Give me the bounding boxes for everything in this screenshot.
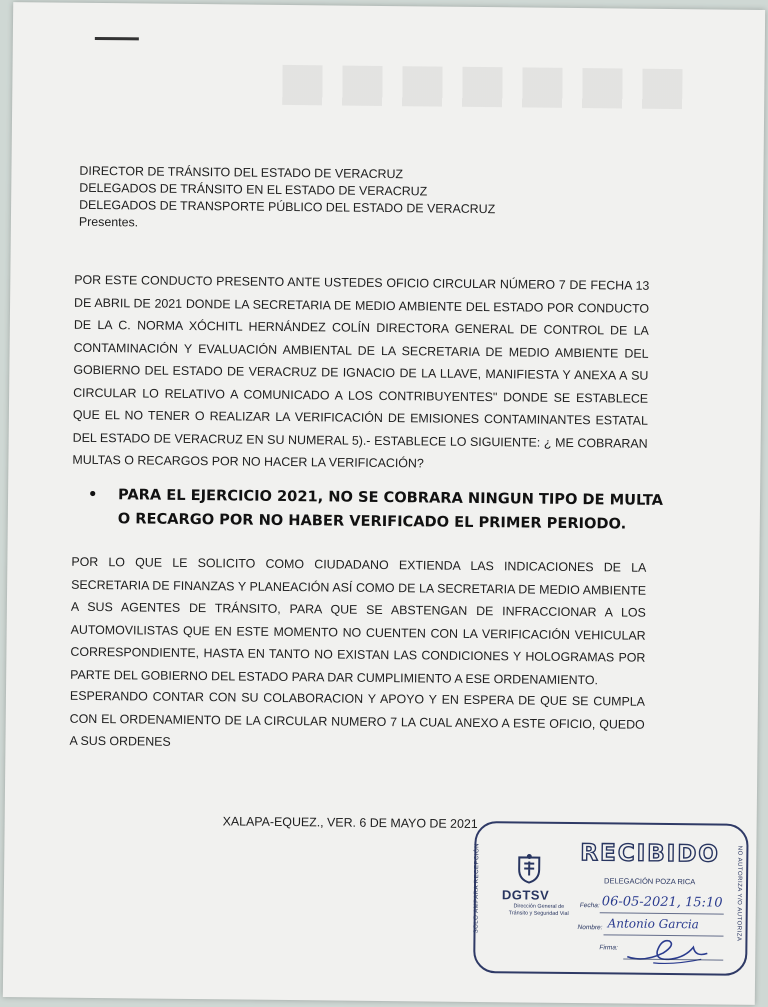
firma-label: Firma: — [599, 944, 618, 952]
nombre-label: Nombre: — [577, 924, 603, 932]
signature — [623, 933, 713, 968]
addressee-line: DELEGADOS DE TRANSPORTE PÚBLICO DEL ESTADO DE VERACRUZ — [79, 197, 496, 217]
addressee-block — [79, 163, 496, 235]
salutation: Presentes. — [78, 214, 139, 230]
addressee-line: DELEGADOS DE TRÁNSITO EN EL ESTADO DE VERACRUZ — [79, 180, 428, 199]
bleed-through-header — [282, 65, 682, 109]
bullet-item — [88, 483, 668, 537]
place-date: XALAPA-EQUEZ., VER. 6 DE MAYO DE 2021 — [222, 814, 478, 831]
agency-name: Dirección General de Tránsito y Seguridad Vial — [508, 903, 569, 917]
dash-mark — [95, 37, 139, 40]
coat-of-arms-icon — [516, 853, 542, 883]
bullet-text: PARA EL EJERCICIO 2021, NO SE COBRARA NINGUN TIPO DE MULTA O RECARGO POR NO HABER VERIFICADO EL PRIMER PERIODO. — [117, 486, 664, 533]
agency-logo-text: DGTSV — [501, 887, 550, 903]
fecha-line — [600, 912, 724, 914]
body-paragraph-3: ESPERANDO CONTAR CON SU COLABORACION Y APOYO Y EN ESPERA DE QUE SE CUMPLA CON EL ORDENAMIENTO DE LA CIRCULAR NUMERO 7 LA CUAL ANEXO A ESTE OFICIO, QUEDO A SUS ORDENES — [69, 688, 646, 749]
fecha-label: Fecha: — [579, 902, 600, 910]
bullet-icon: • — [87, 485, 98, 503]
document-page — [3, 2, 765, 1005]
body-paragraph-2: POR LO QUE LE SOLICITO COMO CIUDADANO EXTIENDA LAS INDICACIONES DE LA SECRETARIA DE FINANZAS Y PLANEACIÓN ASÍ COMO DE LA SECRETARIA DE MEDIO AMBIENTE A SUS AGENTES DE TRÁNSITO, PARA QUE SE ABSTENGAN DE INFRACCIONAR A LOS AUTOMOVILISTAS QUE EN ESTE MOMENTO NO CUENTEN CON LA VERIFICACIÓN VEHICULAR CORRESPONDIENTE, HASTA EN TANTO NO EXISTAN LAS CONDICIONES Y HOLOGRAMAS POR PARTE DEL GOBIERNO DEL ESTADO PARA DAR CUMPLIMIENTO A ESE ORDENAMIENTO. — [70, 554, 647, 687]
nombre-handwritten: Antonio Garcia — [607, 916, 699, 932]
stamp-side-text-left: SOLO AMPARA RECEPCIÓN — [473, 842, 481, 934]
stamp-side-text-right: NO AUTORIZA Y/O AUTORIZA — [735, 845, 743, 942]
body-paragraph-1: POR ESTE CONDUCTO PRESENTO ANTE USTEDES OFICIO CIRCULAR NÚMERO 7 DE FECHA 13 DE ABRIL DE 2021 DONDE LA SECRETARIA DE MEDIO AMBIENTE DEL ESTADO POR CONDUCTO DE LA C. NORMA XÓCHITL HERNÁNDEZ COLÍN DIRECTORA GENERAL DE CONTROL DE LA CONTAMINACIÓN Y EVALUACIÓN AMBIENTAL DE LA SECRETARIA DE MEDIO AMBIENTE DEL GOBIERNO DEL ESTADO DE VERACRUZ DE IGNACIO DE LA LLAVE, MANIFIESTA Y ANEXA A SU CIRCULAR LO RELATIVO A COMUNICADO A LOS CONTRIBUYENTES" DONDE SE ESTABLECE QUE EL NO TENER O REALIZAR LA VERIFICACIÓN DE EMISIONES CONTAMINANTES ESTATAL DEL ESTADO DE VERACRUZ EN SU NUMERAL 5).- ESTABLECE LO SIGUIENTE: ¿ ME COBRARAN MULTAS O RECARGOS POR NO HACER LA VERIFICACIÓN? — [72, 272, 650, 471]
fecha-handwritten: 06-05-2021, 15:10 — [601, 894, 723, 911]
stamp-office: DELEGACIÓN POZA RICA — [604, 876, 696, 887]
stamp-title: RECIBIDO — [580, 840, 721, 868]
addressee-line: DIRECTOR DE TRÁNSITO DEL ESTADO DE VERACRUZ — [79, 163, 404, 182]
received-stamp — [473, 821, 749, 976]
